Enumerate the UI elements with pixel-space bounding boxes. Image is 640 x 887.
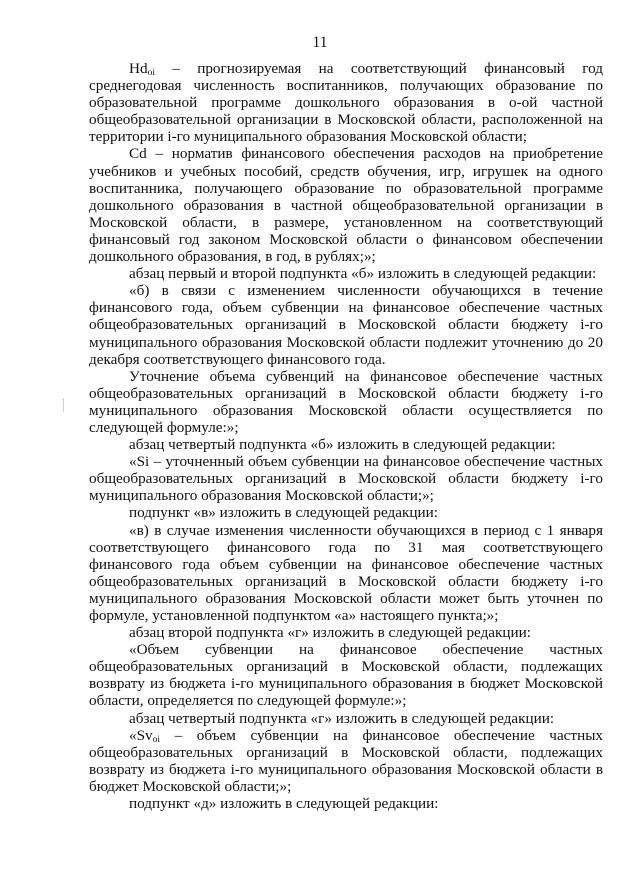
sv-definition-text: – объем субвенции на финансовое обеспечение частных общеобразовательных организаций в Московской области, подлежащих возврату из бюджета i-го муниципального образования Московской области в бюджет Московской области;»;: [89, 726, 603, 795]
paragraph-si-definition: «Si – уточненный объем субвенции на финансовое обеспечение частных общеобразовательных организаций в Московской области бюджету i-го муниципального образования Московской области;»;: [89, 453, 603, 505]
paragraph-clarification-formula: Уточнение объема субвенций на финансовое обеспечение частных общеобразовательных организаций в Московской области бюджету i-го муниципального образования Московской области осуществляется по следующей формуле:»;: [89, 367, 603, 436]
sv-symbol: «Sv: [129, 726, 153, 744]
paragraph-sv-definition: [89, 727, 603, 795]
hd-definition-text: – прогнозируемая на соответствующий финансовый год среднегодовая численность воспитанников, получающих образование по образовательной программе дошкольного образования в о-ой частной общеобразовательной организации в Московской области, расположенной на территории i-го муниципального образования Московской области;: [89, 60, 603, 146]
scan-margin-mark: [63, 398, 64, 412]
paragraph-amend-d: подпункт «д» изложить в следующей редакции:: [129, 795, 439, 813]
paragraph-amend-b-first-second: абзац первый и второй подпункта «б» изложить в следующей редакции:: [129, 265, 597, 283]
paragraph-amend-b-fourth: абзац четвертый подпункта «б» изложить в следующей редакции:: [129, 436, 556, 454]
page-number: 11: [312, 34, 328, 51]
paragraph-amend-g-second: абзац второй подпункта «г» изложить в следующей редакции:: [129, 624, 532, 642]
hd-symbol: Hd: [129, 60, 148, 77]
paragraph-amend-g-fourth: абзац четвертый подпункта «г» изложить в следующей редакции:: [129, 709, 555, 727]
paragraph-amend-v: подпункт «в» изложить в следующей редакции:: [129, 504, 438, 522]
paragraph-cd-definition: Cd – норматив финансового обеспечения расходов на приобретение учебников и учебных пособий, средств обучения, игр, игрушек на одного воспитанника, получающего образование по образовательной программе дошкольного образования в частной общеобразовательной организации в Московской области, в размере, установленном на соответствующий финансовый год законом Московской области о финансовом обеспечении дошкольного образования, в год, в рублях;»;: [89, 145, 603, 266]
sv-subscript: oi: [152, 734, 161, 745]
paragraph-hd-definition: [89, 60, 603, 145]
document-body: [89, 60, 603, 812]
paragraph-subpoint-v: «в) в случае изменения численности обучающихся в период с 1 января соответствующего финансового года по 31 мая соответствующего финансового года объем субвенции на финансовое обеспечение частных общеобразовательных организаций в Московской области бюджету i-го муниципального образования Московской области может быть уточнен по формуле, установленной подпунктом «а» настоящего пункта;»;: [89, 521, 603, 624]
hd-subscript: oi: [147, 68, 155, 78]
paragraph-subpoint-b: «б) в связи с изменением численности обучающихся в течение финансового года, объем субвенции на финансовое обеспечение частных общеобразовательных организаций в Московской области бюджету i-го муниципального образования Московской области подлежит уточнению до 20 декабря соответствующего финансового года.: [89, 282, 603, 368]
paragraph-return-formula: «Объем субвенции на финансовое обеспечение частных общеобразовательных организаций в Московской области, подлежащих возврату из бюджета i-го муниципального образования в бюджет Московской области, определяется по следующей формуле:»;: [89, 641, 603, 710]
